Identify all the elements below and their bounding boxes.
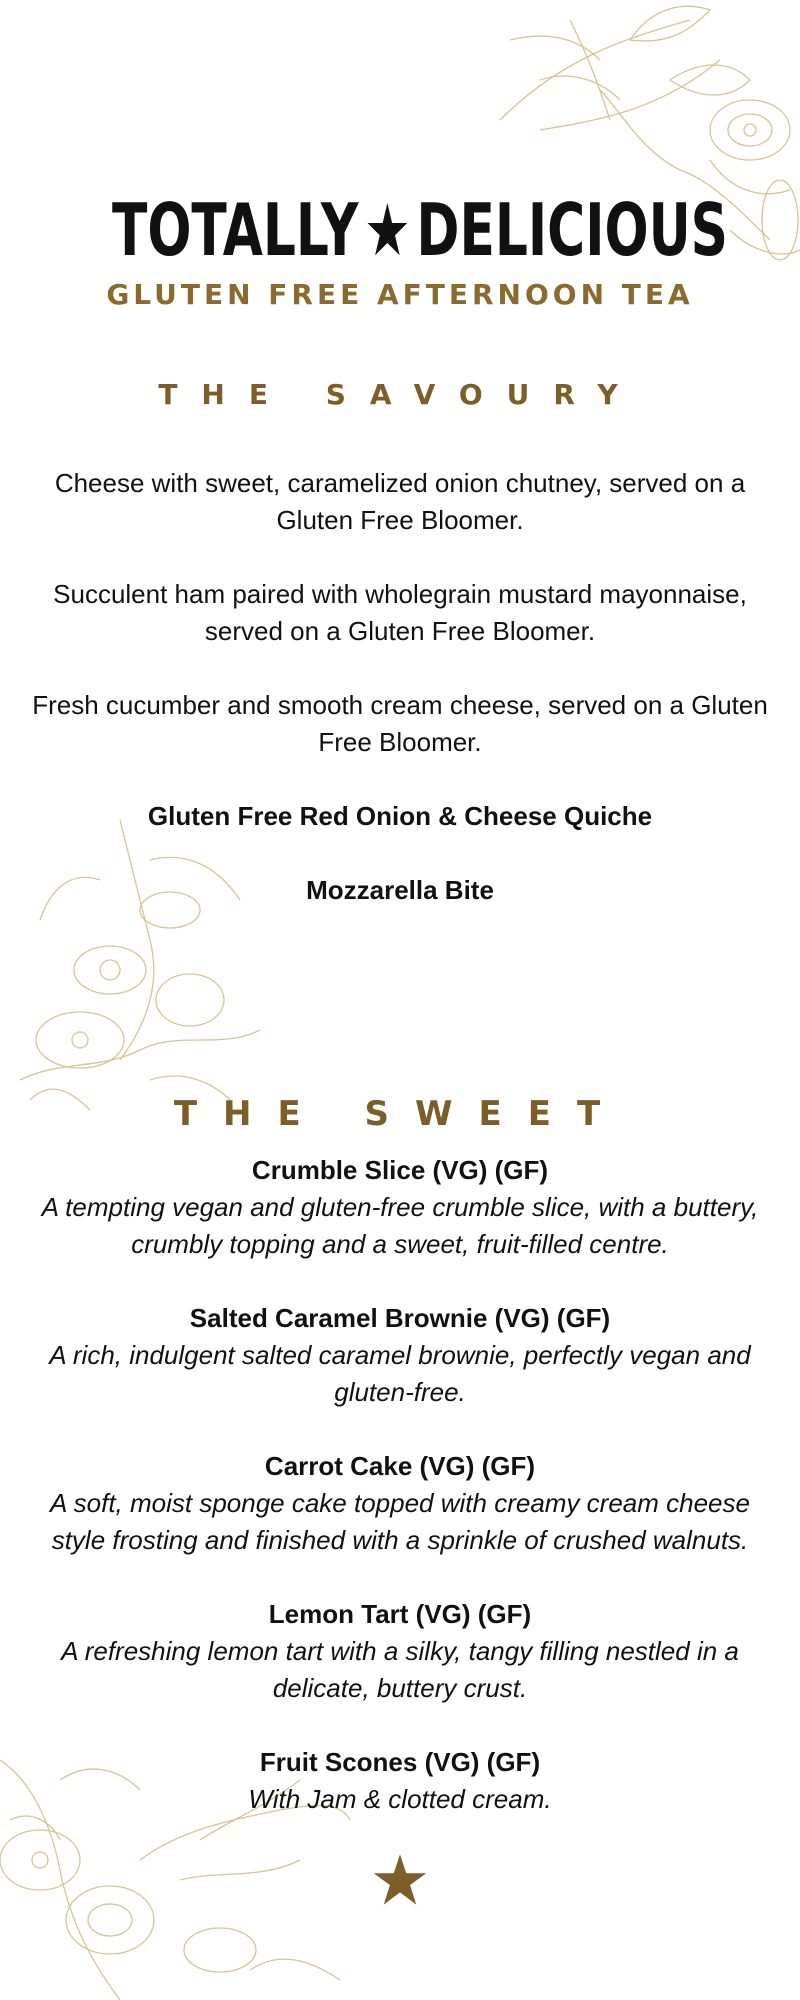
sweet-item-name: Crumble Slice (VG) (GF)	[251, 1155, 549, 1185]
sweet-item	[20, 1152, 780, 1263]
savoury-item: Cheese with sweet, caramelized onion chutney, served on a Gluten Free Bloomer.	[54, 468, 746, 535]
sweet-item-description: A refreshing lemon tart with a silky, tangy filling nestled in a delicate, buttery crust.	[61, 1636, 739, 1703]
brand-title-right: DELICIOUS	[416, 188, 729, 272]
menu-subtitle: GLUTEN FREE AFTERNOON TEA	[106, 278, 694, 311]
sweet-item-name: Salted Caramel Brownie (VG) (GF)	[189, 1303, 611, 1333]
sweet-item	[20, 1596, 780, 1707]
sweet-item-name: Lemon Tart (VG) (GF)	[268, 1599, 532, 1629]
star-icon: ★	[364, 188, 411, 272]
savoury-item: Fresh cucumber and smooth cream cheese, served on a Gluten Free Bloomer.	[32, 690, 768, 757]
sweet-item	[20, 1744, 780, 1818]
section-title-sweet: THE SWEET	[173, 1094, 627, 1134]
savoury-item-bold: Gluten Free Red Onion & Cheese Quiche	[147, 801, 653, 831]
floral-illustration-middle	[0, 800, 300, 1120]
sweet-item-description: A tempting vegan and gluten-free crumble slice, with a buttery, crumbly topping and a sweet, fruit-filled centre.	[41, 1192, 759, 1259]
section-title-savoury: THE SAVOURY	[158, 378, 642, 411]
sweet-item-description: A soft, moist sponge cake topped with creamy cream cheese style frosting and finished with a sprinkle of crushed walnuts.	[50, 1488, 750, 1555]
sweet-item	[20, 1448, 780, 1559]
brand-title	[112, 188, 729, 272]
sweet-item-name: Fruit Scones (VG) (GF)	[259, 1747, 541, 1777]
sweet-item	[20, 1300, 780, 1411]
sweet-item-name: Carrot Cake (VG) (GF)	[264, 1451, 536, 1481]
sweet-item-description: With Jam & clotted cream.	[248, 1784, 552, 1814]
brand-title-left: TOTALLY	[112, 188, 359, 272]
savoury-item-bold: Mozzarella Bite	[306, 875, 494, 905]
star-icon	[372, 1852, 428, 1908]
savoury-item: Succulent ham paired with wholegrain mustard mayonnaise, served on a Gluten Free Bloomer.	[53, 579, 747, 646]
sweet-item-description: A rich, indulgent salted caramel brownie, perfectly vegan and gluten-free.	[49, 1340, 751, 1407]
